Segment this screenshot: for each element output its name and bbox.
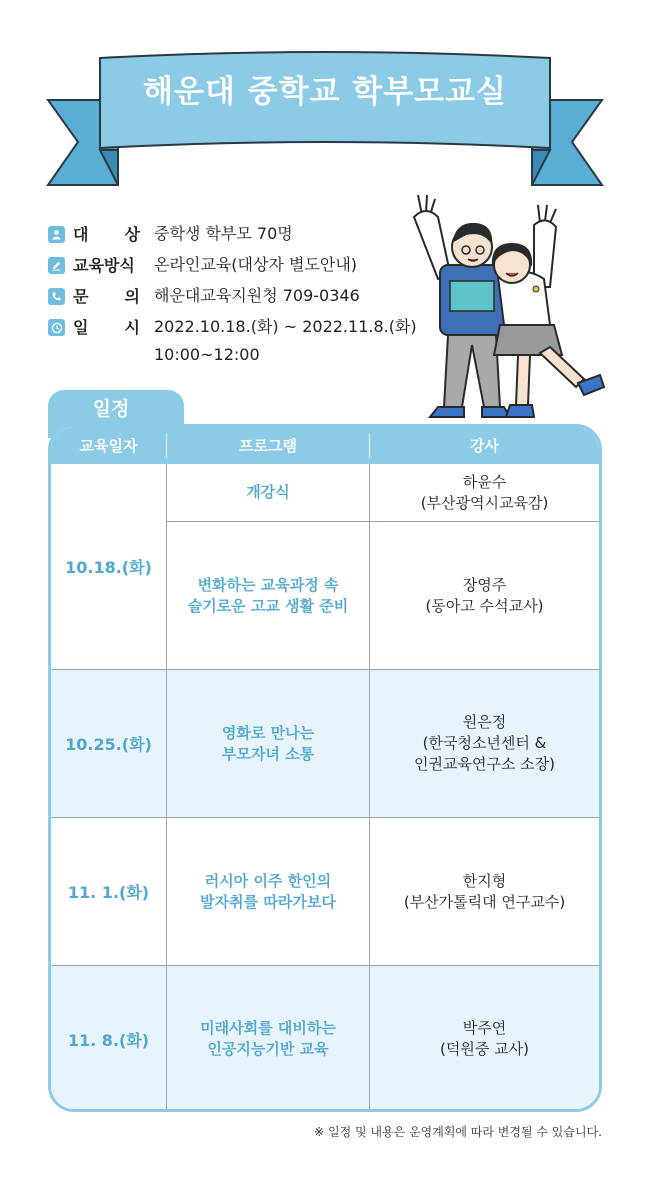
page-title: 해운대 중학교 학부모교실 (143, 74, 507, 110)
table-cell-instructor: 장영주 (동아고 수석교사) (425, 575, 544, 615)
table-cell-instructor: 한지형 (부산가톨릭대 연구교수) (403, 871, 566, 911)
table-cell-instructor: 하윤수 (부산광역시교육감) (420, 472, 549, 512)
info-label: 문 의 (73, 287, 140, 306)
info-value: 해운대교육지원청 709-0346 (154, 286, 360, 305)
table-cell-instructor: 원은정 (한국청소년센터 & 인권교육연구소 소장) (413, 713, 556, 773)
info-label: 일 시 (73, 318, 140, 337)
info-list (48, 222, 417, 375)
header-program: 프로그램 (239, 437, 297, 455)
clock-icon (48, 319, 65, 336)
phone-icon (48, 288, 65, 305)
table-cell-program: 변화하는 교육과정 속 슬기로운 고교 생활 준비 (187, 575, 349, 615)
schedule-tab-label: 일정 (92, 398, 130, 420)
info-row-schedule (48, 315, 417, 375)
footnote: ※ 일정 및 내용은 운영계획에 따라 변경될 수 있습니다. (314, 1125, 602, 1139)
table-cell-date: 11. 8.(화) (67, 1030, 150, 1050)
info-value: 2022.10.18.(화) ~ 2022.11.8.(화) 10:00~12:00 (154, 317, 417, 364)
info-label: 교육방식 (73, 256, 135, 275)
table-cell-program: 러시아 이주 한인의 발자취를 따라가보다 (200, 871, 336, 911)
students-illustration (400, 195, 625, 430)
table-cell-date: 11. 1.(화) (67, 883, 150, 902)
info-label: 대 상 (73, 225, 140, 244)
table-cell-instructor: 박주연 (덕원중 교사) (440, 1019, 529, 1058)
header-instructor: 강사 (470, 437, 499, 455)
table-cell-program: 미래사회를 대비하는 인공지능기반 교육 (200, 1019, 336, 1058)
pencil-icon (48, 257, 65, 274)
info-row-method (48, 253, 417, 284)
header-date: 교육일자 (79, 437, 138, 455)
info-value: 온라인교육(대상자 별도안내) (154, 255, 358, 274)
table-cell-program: 개강식 (246, 483, 290, 501)
table-cell-date: 10.25.(화) (65, 735, 152, 754)
info-value: 중학생 학부모 70명 (154, 224, 293, 243)
person-icon (48, 226, 65, 243)
title-banner (0, 0, 650, 200)
schedule-table (48, 424, 602, 1112)
info-row-target (48, 222, 417, 253)
info-row-contact (48, 284, 417, 315)
table-cell-program: 영화로 만나는 부모자녀 소통 (221, 723, 315, 763)
table-header (51, 427, 599, 464)
table-cell-date: 10.18.(화) (65, 558, 152, 577)
